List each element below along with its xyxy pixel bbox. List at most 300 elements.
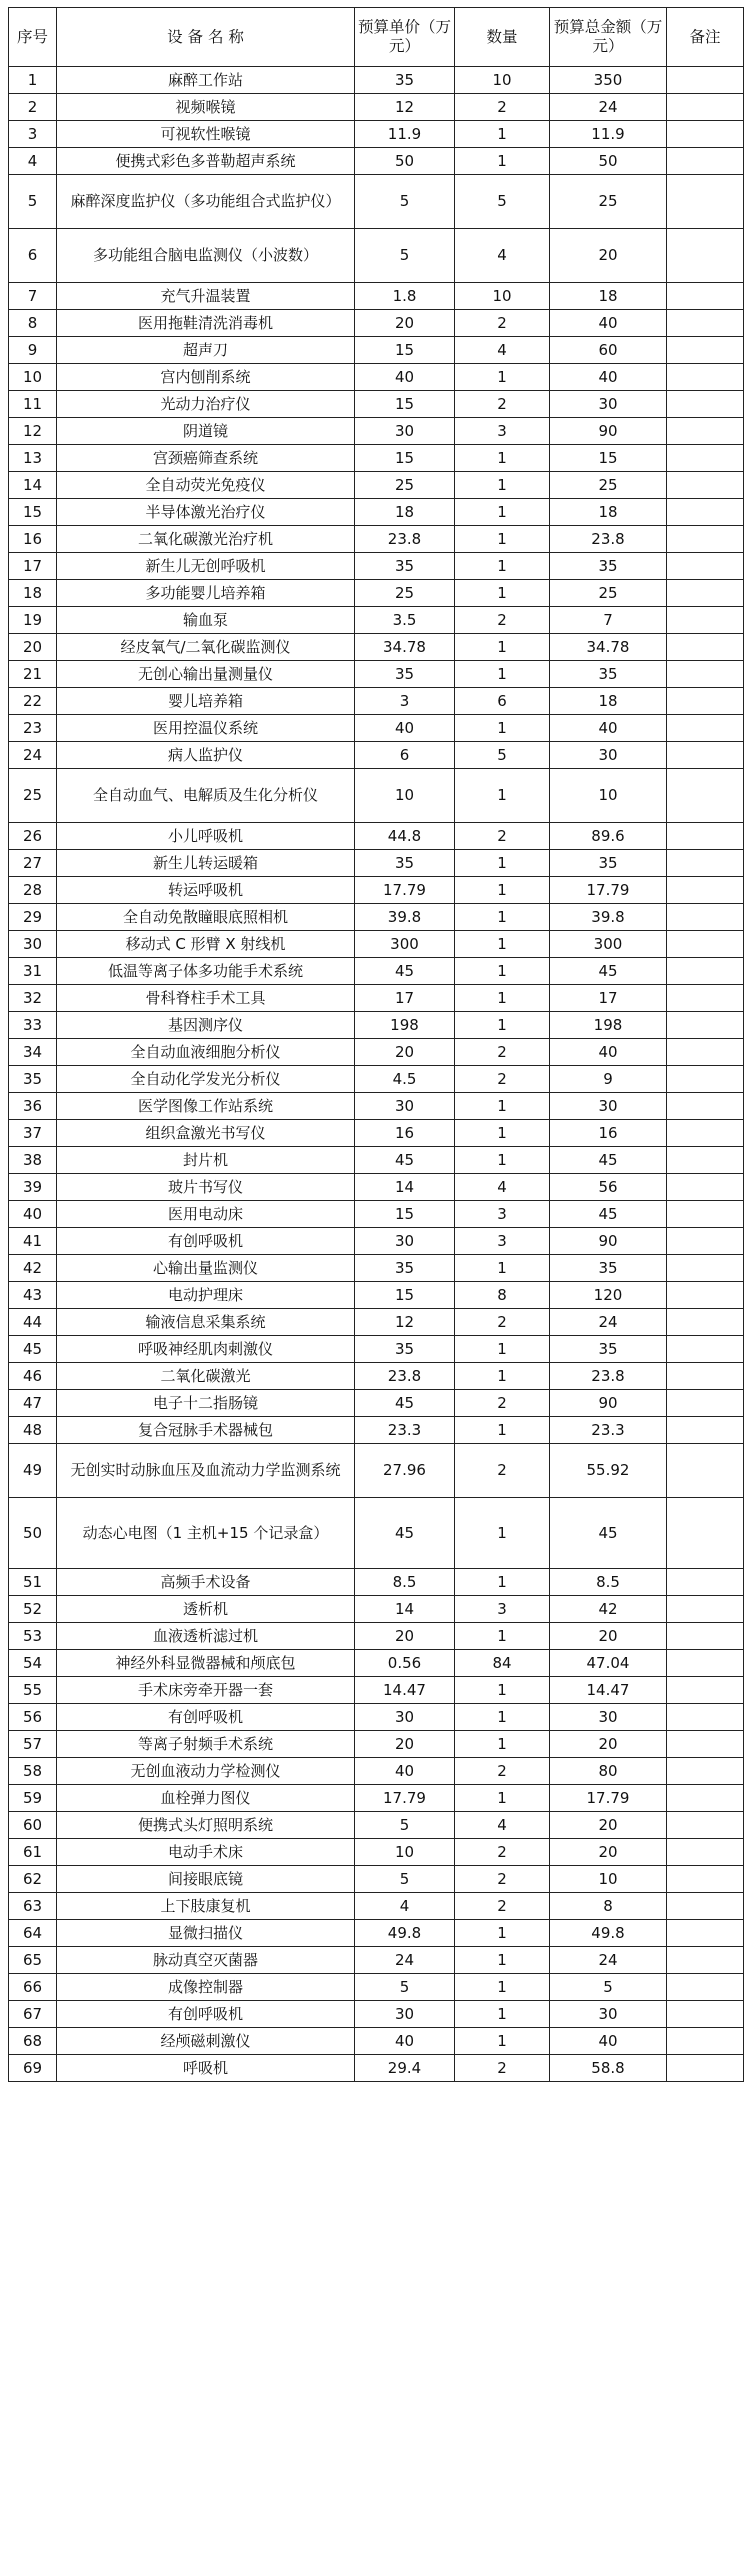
equipment-name-cell: 便携式彩色多普勒超声系统 [57, 148, 355, 175]
note-cell [667, 445, 744, 472]
unit-price-cell: 17 [355, 985, 455, 1012]
total-amount-cell: 35 [550, 553, 667, 580]
note-cell [667, 94, 744, 121]
table-row [9, 634, 744, 661]
note-cell [667, 1039, 744, 1066]
table-row [9, 94, 744, 121]
equipment-name-cell: 宫内刨削系统 [57, 364, 355, 391]
total-amount-cell: 25 [550, 175, 667, 229]
quantity-cell: 1 [455, 472, 550, 499]
unit-price-cell: 17.79 [355, 1785, 455, 1812]
quantity-cell: 1 [455, 715, 550, 742]
equipment-name-cell: 全自动免散瞳眼底照相机 [57, 904, 355, 931]
unit-price-cell: 300 [355, 931, 455, 958]
unit-price-cell: 34.78 [355, 634, 455, 661]
equipment-name-cell: 宫颈癌筛查系统 [57, 445, 355, 472]
equipment-name-cell: 婴儿培养箱 [57, 688, 355, 715]
unit-price-cell: 5 [355, 229, 455, 283]
equipment-name-cell: 血栓弹力图仪 [57, 1785, 355, 1812]
equipment-name-cell: 全自动化学发光分析仪 [57, 1066, 355, 1093]
quantity-cell: 1 [455, 985, 550, 1012]
total-amount-cell: 50 [550, 148, 667, 175]
quantity-cell: 1 [455, 1012, 550, 1039]
total-amount-cell: 20 [550, 1812, 667, 1839]
table-row [9, 877, 744, 904]
unit-price-cell: 15 [355, 1201, 455, 1228]
equipment-name-cell: 全自动血液细胞分析仪 [57, 1039, 355, 1066]
row-index-cell: 41 [9, 1228, 57, 1255]
quantity-cell: 2 [455, 823, 550, 850]
row-index-cell: 1 [9, 67, 57, 94]
row-index-cell: 28 [9, 877, 57, 904]
equipment-name-cell: 转运呼吸机 [57, 877, 355, 904]
equipment-name-cell: 麻醉深度监护仪（多功能组合式监护仪） [57, 175, 355, 229]
table-body [9, 67, 744, 2082]
quantity-cell: 3 [455, 1228, 550, 1255]
note-cell [667, 1147, 744, 1174]
total-amount-cell: 20 [550, 229, 667, 283]
equipment-name-cell: 封片机 [57, 1147, 355, 1174]
table-row [9, 850, 744, 877]
total-amount-cell: 90 [550, 418, 667, 445]
note-cell [667, 1947, 744, 1974]
total-amount-cell: 30 [550, 391, 667, 418]
note-cell [667, 283, 744, 310]
note-cell [667, 1390, 744, 1417]
total-amount-cell: 20 [550, 1623, 667, 1650]
unit-price-cell: 40 [355, 1758, 455, 1785]
total-amount-cell: 49.8 [550, 1920, 667, 1947]
total-amount-cell: 60 [550, 337, 667, 364]
total-amount-cell: 40 [550, 1039, 667, 1066]
table-row [9, 364, 744, 391]
row-index-cell: 48 [9, 1417, 57, 1444]
quantity-cell: 1 [455, 553, 550, 580]
total-amount-cell: 10 [550, 1866, 667, 1893]
note-cell [667, 67, 744, 94]
row-index-cell: 42 [9, 1255, 57, 1282]
quantity-cell: 1 [455, 958, 550, 985]
table-row [9, 958, 744, 985]
note-cell [667, 1336, 744, 1363]
note-cell [667, 1120, 744, 1147]
row-index-cell: 29 [9, 904, 57, 931]
equipment-name-cell: 基因测序仪 [57, 1012, 355, 1039]
quantity-cell: 5 [455, 742, 550, 769]
unit-price-cell: 0.56 [355, 1650, 455, 1677]
quantity-cell: 1 [455, 1974, 550, 2001]
note-cell [667, 175, 744, 229]
table-row [9, 2055, 744, 2082]
row-index-cell: 60 [9, 1812, 57, 1839]
unit-price-cell: 20 [355, 1731, 455, 1758]
unit-price-cell: 15 [355, 337, 455, 364]
total-amount-cell: 45 [550, 1498, 667, 1569]
row-index-cell: 69 [9, 2055, 57, 2082]
quantity-cell: 84 [455, 1650, 550, 1677]
row-index-cell: 66 [9, 1974, 57, 2001]
note-cell [667, 742, 744, 769]
header-quantity: 数量 [455, 8, 550, 67]
unit-price-cell: 4 [355, 1893, 455, 1920]
unit-price-cell: 30 [355, 1093, 455, 1120]
quantity-cell: 1 [455, 1363, 550, 1390]
total-amount-cell: 23.3 [550, 1417, 667, 1444]
table-row [9, 1812, 744, 1839]
row-index-cell: 24 [9, 742, 57, 769]
equipment-name-cell: 无创心输出量测量仪 [57, 661, 355, 688]
quantity-cell: 1 [455, 661, 550, 688]
unit-price-cell: 15 [355, 445, 455, 472]
row-index-cell: 20 [9, 634, 57, 661]
total-amount-cell: 89.6 [550, 823, 667, 850]
unit-price-cell: 3 [355, 688, 455, 715]
row-index-cell: 32 [9, 985, 57, 1012]
row-index-cell: 19 [9, 607, 57, 634]
note-cell [667, 418, 744, 445]
row-index-cell: 26 [9, 823, 57, 850]
table-row [9, 1623, 744, 1650]
equipment-name-cell: 二氧化碳激光 [57, 1363, 355, 1390]
quantity-cell: 1 [455, 1120, 550, 1147]
note-cell [667, 1255, 744, 1282]
quantity-cell: 1 [455, 1704, 550, 1731]
total-amount-cell: 350 [550, 67, 667, 94]
equipment-name-cell: 神经外科显微器械和颅底包 [57, 1650, 355, 1677]
row-index-cell: 31 [9, 958, 57, 985]
total-amount-cell: 45 [550, 1147, 667, 1174]
row-index-cell: 16 [9, 526, 57, 553]
note-cell [667, 1866, 744, 1893]
budget-table-container [8, 7, 744, 2082]
table-row [9, 1147, 744, 1174]
equipment-name-cell: 医用拖鞋清洗消毒机 [57, 310, 355, 337]
table-row [9, 1012, 744, 1039]
total-amount-cell: 15 [550, 445, 667, 472]
total-amount-cell: 9 [550, 1066, 667, 1093]
total-amount-cell: 11.9 [550, 121, 667, 148]
note-cell [667, 553, 744, 580]
unit-price-cell: 14.47 [355, 1677, 455, 1704]
note-cell [667, 1704, 744, 1731]
row-index-cell: 11 [9, 391, 57, 418]
total-amount-cell: 300 [550, 931, 667, 958]
note-cell [667, 958, 744, 985]
unit-price-cell: 5 [355, 1866, 455, 1893]
equipment-name-cell: 有创呼吸机 [57, 1228, 355, 1255]
total-amount-cell: 35 [550, 1336, 667, 1363]
equipment-budget-table [8, 7, 744, 2082]
row-index-cell: 34 [9, 1039, 57, 1066]
table-row [9, 283, 744, 310]
table-row [9, 2028, 744, 2055]
unit-price-cell: 17.79 [355, 877, 455, 904]
table-row [9, 1704, 744, 1731]
unit-price-cell: 198 [355, 1012, 455, 1039]
equipment-name-cell: 新生儿转运暖箱 [57, 850, 355, 877]
equipment-name-cell: 医用控温仪系统 [57, 715, 355, 742]
table-row [9, 1255, 744, 1282]
quantity-cell: 4 [455, 1812, 550, 1839]
equipment-name-cell: 小儿呼吸机 [57, 823, 355, 850]
total-amount-cell: 17.79 [550, 1785, 667, 1812]
total-amount-cell: 40 [550, 364, 667, 391]
quantity-cell: 1 [455, 1623, 550, 1650]
row-index-cell: 54 [9, 1650, 57, 1677]
equipment-name-cell: 充气升温装置 [57, 283, 355, 310]
unit-price-cell: 40 [355, 364, 455, 391]
total-amount-cell: 40 [550, 715, 667, 742]
total-amount-cell: 198 [550, 1012, 667, 1039]
row-index-cell: 64 [9, 1920, 57, 1947]
table-row [9, 310, 744, 337]
unit-price-cell: 40 [355, 2028, 455, 2055]
note-cell [667, 1282, 744, 1309]
row-index-cell: 30 [9, 931, 57, 958]
row-index-cell: 52 [9, 1596, 57, 1623]
unit-price-cell: 45 [355, 958, 455, 985]
note-cell [667, 499, 744, 526]
unit-price-cell: 30 [355, 2001, 455, 2028]
total-amount-cell: 55.92 [550, 1444, 667, 1498]
quantity-cell: 1 [455, 1947, 550, 1974]
note-cell [667, 1974, 744, 2001]
quantity-cell: 1 [455, 1677, 550, 1704]
table-row [9, 580, 744, 607]
quantity-cell: 2 [455, 1309, 550, 1336]
equipment-name-cell: 高频手术设备 [57, 1569, 355, 1596]
table-row [9, 337, 744, 364]
note-cell [667, 1444, 744, 1498]
row-index-cell: 15 [9, 499, 57, 526]
table-row [9, 1839, 744, 1866]
note-cell [667, 1363, 744, 1390]
quantity-cell: 1 [455, 445, 550, 472]
total-amount-cell: 42 [550, 1596, 667, 1623]
total-amount-cell: 7 [550, 607, 667, 634]
equipment-name-cell: 玻片书写仪 [57, 1174, 355, 1201]
equipment-name-cell: 脉动真空灭菌器 [57, 1947, 355, 1974]
quantity-cell: 1 [455, 634, 550, 661]
note-cell [667, 1785, 744, 1812]
total-amount-cell: 25 [550, 580, 667, 607]
row-index-cell: 43 [9, 1282, 57, 1309]
total-amount-cell: 45 [550, 1201, 667, 1228]
note-cell [667, 1174, 744, 1201]
table-row [9, 1174, 744, 1201]
table-row [9, 2001, 744, 2028]
note-cell [667, 1812, 744, 1839]
unit-price-cell: 27.96 [355, 1444, 455, 1498]
quantity-cell: 2 [455, 1444, 550, 1498]
header-total: 预算总金额（万元） [550, 8, 667, 67]
quantity-cell: 1 [455, 2028, 550, 2055]
row-index-cell: 3 [9, 121, 57, 148]
quantity-cell: 5 [455, 175, 550, 229]
quantity-cell: 1 [455, 850, 550, 877]
total-amount-cell: 8 [550, 1893, 667, 1920]
row-index-cell: 56 [9, 1704, 57, 1731]
quantity-cell: 1 [455, 1785, 550, 1812]
equipment-name-cell: 半导体激光治疗仪 [57, 499, 355, 526]
equipment-name-cell: 多功能组合脑电监测仪（小波数） [57, 229, 355, 283]
note-cell [667, 1228, 744, 1255]
table-row [9, 1363, 744, 1390]
row-index-cell: 38 [9, 1147, 57, 1174]
equipment-name-cell: 上下肢康复机 [57, 1893, 355, 1920]
total-amount-cell: 23.8 [550, 526, 667, 553]
table-row [9, 175, 744, 229]
table-row [9, 391, 744, 418]
total-amount-cell: 14.47 [550, 1677, 667, 1704]
equipment-name-cell: 心输出量监测仪 [57, 1255, 355, 1282]
equipment-name-cell: 呼吸机 [57, 2055, 355, 2082]
total-amount-cell: 40 [550, 310, 667, 337]
total-amount-cell: 35 [550, 1255, 667, 1282]
unit-price-cell: 45 [355, 1147, 455, 1174]
row-index-cell: 45 [9, 1336, 57, 1363]
total-amount-cell: 120 [550, 1282, 667, 1309]
quantity-cell: 2 [455, 607, 550, 634]
quantity-cell: 1 [455, 1093, 550, 1120]
equipment-name-cell: 有创呼吸机 [57, 2001, 355, 2028]
unit-price-cell: 6 [355, 742, 455, 769]
equipment-name-cell: 病人监护仪 [57, 742, 355, 769]
total-amount-cell: 47.04 [550, 1650, 667, 1677]
note-cell [667, 526, 744, 553]
table-row [9, 1201, 744, 1228]
total-amount-cell: 20 [550, 1731, 667, 1758]
unit-price-cell: 23.8 [355, 1363, 455, 1390]
table-row [9, 418, 744, 445]
note-cell [667, 1650, 744, 1677]
quantity-cell: 1 [455, 1498, 550, 1569]
quantity-cell: 4 [455, 229, 550, 283]
unit-price-cell: 39.8 [355, 904, 455, 931]
equipment-name-cell: 组织盒激光书写仪 [57, 1120, 355, 1147]
total-amount-cell: 25 [550, 472, 667, 499]
row-index-cell: 14 [9, 472, 57, 499]
unit-price-cell: 20 [355, 1623, 455, 1650]
total-amount-cell: 30 [550, 742, 667, 769]
quantity-cell: 1 [455, 1731, 550, 1758]
row-index-cell: 49 [9, 1444, 57, 1498]
total-amount-cell: 24 [550, 1947, 667, 1974]
table-row [9, 1066, 744, 1093]
note-cell [667, 1731, 744, 1758]
unit-price-cell: 23.3 [355, 1417, 455, 1444]
row-index-cell: 8 [9, 310, 57, 337]
unit-price-cell: 12 [355, 1309, 455, 1336]
row-index-cell: 51 [9, 1569, 57, 1596]
equipment-name-cell: 无创实时动脉血压及血流动力学监测系统 [57, 1444, 355, 1498]
unit-price-cell: 35 [355, 1255, 455, 1282]
table-row [9, 1390, 744, 1417]
header-unit-price: 预算单价（万元） [355, 8, 455, 67]
total-amount-cell: 34.78 [550, 634, 667, 661]
table-row [9, 1974, 744, 2001]
table-row [9, 121, 744, 148]
unit-price-cell: 25 [355, 472, 455, 499]
total-amount-cell: 30 [550, 1093, 667, 1120]
unit-price-cell: 12 [355, 94, 455, 121]
equipment-name-cell: 骨科脊柱手术工具 [57, 985, 355, 1012]
total-amount-cell: 5 [550, 1974, 667, 2001]
row-index-cell: 40 [9, 1201, 57, 1228]
row-index-cell: 12 [9, 418, 57, 445]
equipment-name-cell: 无创血液动力学检测仪 [57, 1758, 355, 1785]
equipment-name-cell: 经皮氧气/二氧化碳监测仪 [57, 634, 355, 661]
quantity-cell: 1 [455, 1255, 550, 1282]
note-cell [667, 2001, 744, 2028]
equipment-name-cell: 可视软性喉镜 [57, 121, 355, 148]
quantity-cell: 6 [455, 688, 550, 715]
equipment-name-cell: 复合冠脉手术器械包 [57, 1417, 355, 1444]
row-index-cell: 33 [9, 1012, 57, 1039]
equipment-name-cell: 动态心电图（1 主机+15 个记录盒） [57, 1498, 355, 1569]
total-amount-cell: 23.8 [550, 1363, 667, 1390]
row-index-cell: 27 [9, 850, 57, 877]
table-row [9, 1758, 744, 1785]
quantity-cell: 2 [455, 1066, 550, 1093]
equipment-name-cell: 有创呼吸机 [57, 1704, 355, 1731]
quantity-cell: 2 [455, 94, 550, 121]
equipment-name-cell: 医用电动床 [57, 1201, 355, 1228]
table-row [9, 1731, 744, 1758]
table-row [9, 904, 744, 931]
note-cell [667, 661, 744, 688]
table-row [9, 1093, 744, 1120]
note-cell [667, 1920, 744, 1947]
equipment-name-cell: 多功能婴儿培养箱 [57, 580, 355, 607]
table-row [9, 742, 744, 769]
table-row [9, 148, 744, 175]
table-row [9, 1650, 744, 1677]
note-cell [667, 769, 744, 823]
unit-price-cell: 5 [355, 1974, 455, 2001]
unit-price-cell: 45 [355, 1498, 455, 1569]
note-cell [667, 391, 744, 418]
equipment-name-cell: 手术床旁牵开器一套 [57, 1677, 355, 1704]
unit-price-cell: 10 [355, 769, 455, 823]
note-cell [667, 1893, 744, 1920]
unit-price-cell: 35 [355, 553, 455, 580]
unit-price-cell: 4.5 [355, 1066, 455, 1093]
total-amount-cell: 10 [550, 769, 667, 823]
row-index-cell: 6 [9, 229, 57, 283]
row-index-cell: 35 [9, 1066, 57, 1093]
note-cell [667, 121, 744, 148]
quantity-cell: 1 [455, 877, 550, 904]
table-row [9, 1866, 744, 1893]
row-index-cell: 62 [9, 1866, 57, 1893]
note-cell [667, 823, 744, 850]
note-cell [667, 1417, 744, 1444]
quantity-cell: 1 [455, 2001, 550, 2028]
unit-price-cell: 45 [355, 1390, 455, 1417]
equipment-name-cell: 血液透析滤过机 [57, 1623, 355, 1650]
unit-price-cell: 29.4 [355, 2055, 455, 2082]
row-index-cell: 36 [9, 1093, 57, 1120]
total-amount-cell: 35 [550, 661, 667, 688]
unit-price-cell: 35 [355, 661, 455, 688]
row-index-cell: 67 [9, 2001, 57, 2028]
row-index-cell: 18 [9, 580, 57, 607]
row-index-cell: 46 [9, 1363, 57, 1390]
unit-price-cell: 14 [355, 1174, 455, 1201]
total-amount-cell: 39.8 [550, 904, 667, 931]
quantity-cell: 1 [455, 769, 550, 823]
